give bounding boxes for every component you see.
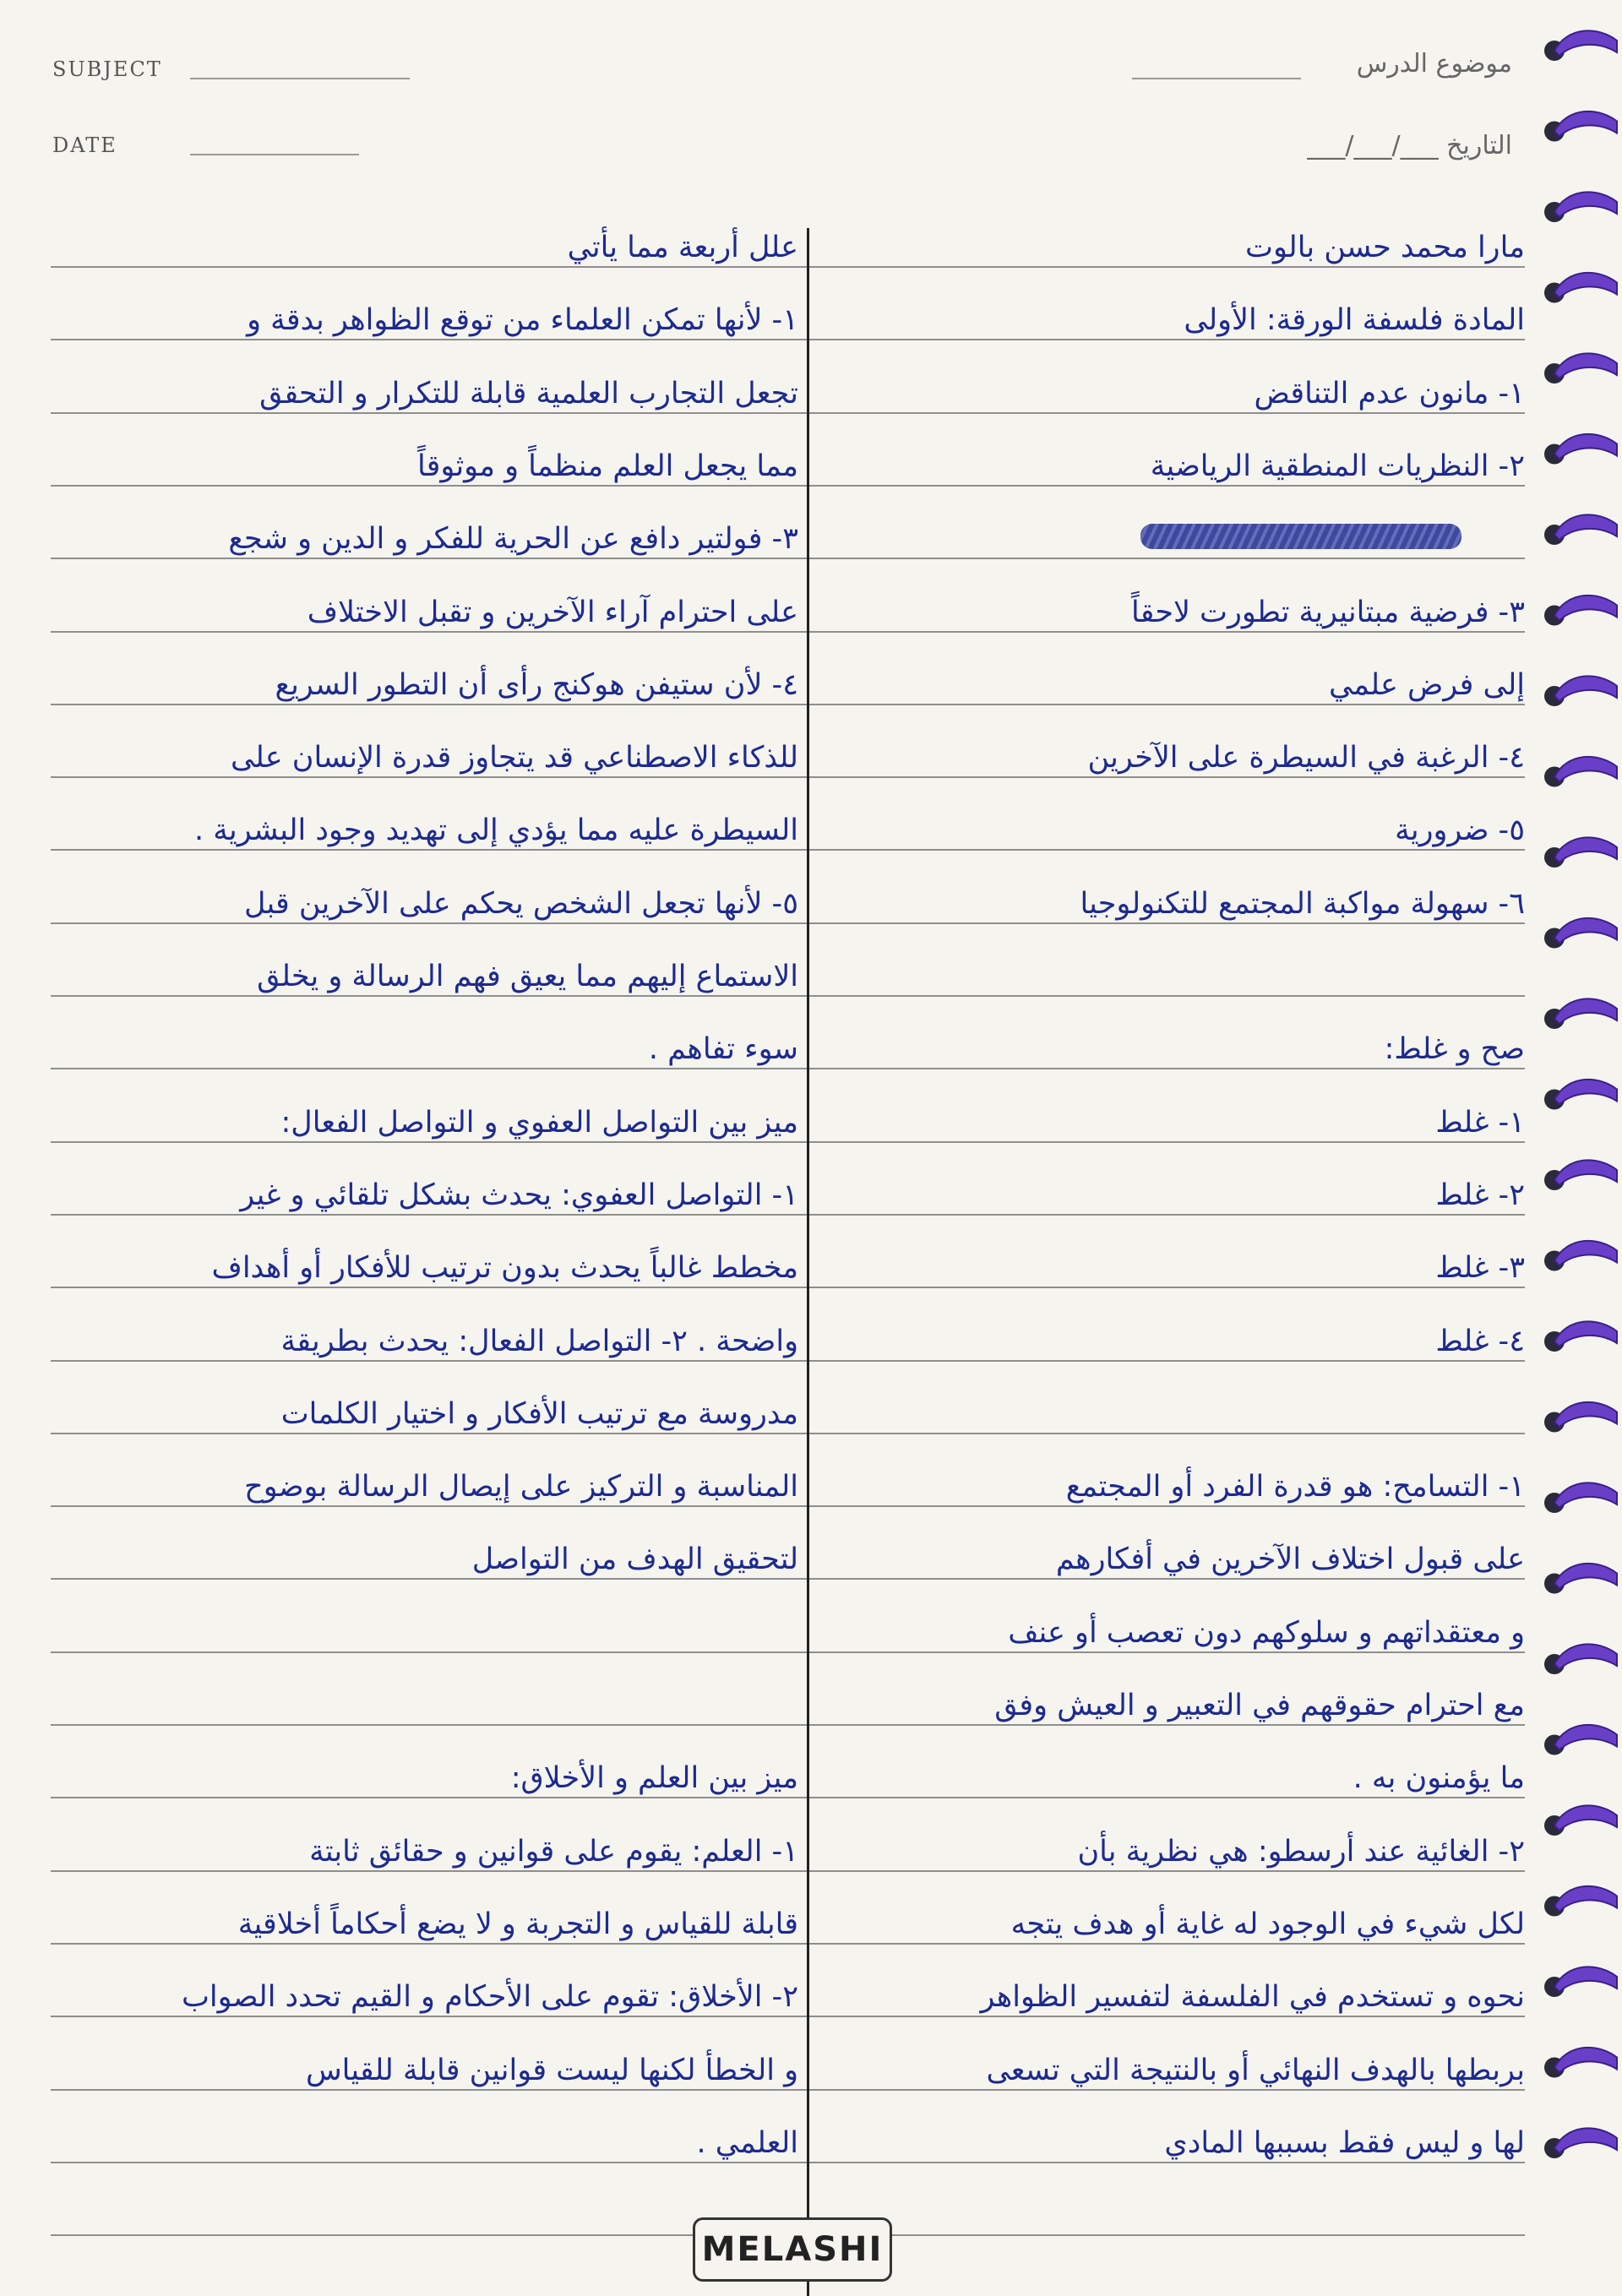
binding-ring (1544, 192, 1617, 222)
binding-ring (1544, 596, 1617, 626)
handwritten-line: صح و غلط: (1384, 1032, 1525, 1067)
handwritten-line: العلمي . (696, 2125, 798, 2160)
handwritten-line: و الخطأ لكنها ليست قوانين قابلة للقياس (305, 2053, 798, 2087)
handwritten-line: ١- التسامح: هو قدرة الفرد أو المجتمع (1065, 1470, 1525, 1504)
handwritten-line: مع احترام حقوقهم في التعبير و العيش وفق (994, 1689, 1525, 1722)
binding-ring (1544, 1483, 1617, 1513)
date-underline (190, 154, 359, 155)
handwritten-line: نحوه و تستخدم في الفلسفة لتفسير الظواهر (980, 1980, 1525, 2015)
handwritten-line: ٦- سهولة مواكبة المجتمع للتكنولوجيا (1080, 886, 1525, 921)
handwritten-line: ٢- الأخلاق: تقوم على الأحكام و القيم تحدد الصواب (181, 1980, 798, 2015)
topic-underline (1132, 78, 1301, 79)
handwritten-line: المادة فلسفة الورقة: الأولى (1184, 303, 1525, 338)
binding-ring (1544, 1967, 1617, 1997)
handwritten-line: السيطرة عليه مما يؤدي إلى تهديد وجود البشرية . (193, 813, 798, 848)
handwritten-line: على احترام آراء الآخرين و تقبل الاختلاف (307, 595, 798, 629)
handwritten-line: مدروسة مع ترتيب الأفكار و اختيار الكلمات (280, 1396, 798, 1431)
handwritten-line: ٢- النظريات المنطقية الرياضية (1150, 449, 1525, 483)
handwritten-line: لها و ليس فقط بسببها المادي (1164, 2125, 1525, 2160)
handwritten-line: و معتقداتهم و سلوكهم دون تعصب أو عنف (1008, 1615, 1525, 1650)
handwritten-line: إلى فرض علمي (1328, 667, 1525, 702)
handwritten-line: علل أربعة مما يأتي (567, 231, 798, 264)
handwritten-line: ١- العلم: يقوم على قوانين و حقائق ثابتة (309, 1834, 798, 1869)
handwritten-line: بربطها بالهدف النهائي أو بالنتيجة التي تسعى (986, 2053, 1525, 2087)
binding-ring (1544, 2048, 1617, 2078)
binding-ring (1544, 1402, 1617, 1433)
brand-logo: MELASHI (693, 2217, 892, 2282)
binding-ring (1544, 1080, 1617, 1110)
binding-ring (1544, 514, 1617, 545)
handwritten-line: قابلة للقياس و التجربة و لا يضع أحكاماً أخلاقية (237, 1907, 798, 1941)
handwritten-line: ٤- غلط (1435, 1324, 1525, 1358)
binding-ring (1544, 1805, 1617, 1836)
binding-ring (1544, 1644, 1617, 1674)
date-label-ar: التاريخ ___/___/___ (1307, 131, 1512, 161)
handwritten-line: ١- مانون عدم التناقض (1254, 376, 1525, 411)
handwritten-line: للذكاء الاصطناعي قد يتجاوز قدرة الإنسان على (230, 741, 798, 775)
handwritten-line: ٢- الغائية عند أرسطو: هي نظرية بأن (1077, 1834, 1525, 1869)
handwritten-line: ٤- لأن ستيفن هوكنج رأى أن التطور السريع (275, 667, 798, 702)
handwritten-line: ١- غلط (1435, 1105, 1525, 1140)
topic-label: موضوع الدرس (1356, 49, 1512, 79)
handwritten-line: مخطط غالباً يحدث بدون ترتيب للأفكار أو أهداف (211, 1251, 798, 1286)
handwritten-line: ٥- ضرورية (1395, 813, 1525, 848)
binding-ring (1544, 1160, 1617, 1190)
crossed-out-text (1140, 524, 1461, 549)
handwritten-line: واضحة . ٢- التواصل الفعال: يحدث بطريقة (280, 1324, 798, 1358)
handwritten-line: ٣- فرضية مبتانيرية تطورت لاحقاً (1130, 595, 1525, 629)
binding-ring (1544, 837, 1617, 868)
date-label: DATE (52, 133, 117, 157)
subject-label: SUBJECT (52, 57, 162, 81)
subject-underline (190, 78, 410, 79)
handwritten-line: تجعل التجارب العلمية قابلة للتكرار و التحقق (259, 376, 798, 411)
binding-ring (1544, 757, 1617, 787)
binding-ring (1544, 2128, 1617, 2158)
handwritten-line: ٢- غلط (1435, 1178, 1525, 1212)
handwritten-line: مارا محمد حسن بالوت (1245, 231, 1525, 264)
handwritten-line: على قبول اختلاف الآخرين في أفكارهم (1055, 1542, 1525, 1577)
handwritten-line: ميز بين العلم و الأخلاق: (510, 1761, 798, 1796)
handwritten-line: ٤- الرغبة في السيطرة على الآخرين (1087, 741, 1525, 775)
binding-ring (1544, 1241, 1617, 1271)
handwritten-line: ١- لأنها تمكن العلماء من توقع الظواهر بدقة و (247, 303, 798, 338)
handwritten-line: لكل شيء في الوجود له غاية أو هدف يتجه (1010, 1907, 1525, 1941)
binding-ring (1544, 30, 1617, 61)
binding-ring (1544, 353, 1617, 384)
handwritten-line: مما يجعل العلم منظماً و موثوقاً (416, 449, 798, 483)
binding-ring (1544, 1725, 1617, 1755)
handwritten-line: ٣- غلط (1435, 1251, 1525, 1286)
binding-ring (1544, 676, 1617, 706)
binding-ring (1544, 918, 1617, 949)
binding-ring (1544, 998, 1617, 1029)
handwritten-line: الاستماع إليهم مما يعيق فهم الرسالة و يخلق (257, 960, 798, 993)
binding-ring (1544, 112, 1617, 142)
binding-ring (1544, 434, 1617, 465)
binding-ring (1544, 273, 1617, 303)
handwritten-line: لتحقيق الهدف من التواصل (471, 1542, 798, 1577)
binding-ring (1544, 1886, 1617, 1917)
handwritten-line: ٣- فولتير دافع عن الحرية للفكر و الدين و شجع (228, 522, 798, 557)
column-divider (807, 228, 809, 2296)
handwritten-line: سوء تفاهم . (648, 1032, 798, 1067)
handwritten-line: المناسبة و التركيز على إيصال الرسالة بوضوح (244, 1470, 798, 1504)
binding-ring (1544, 1321, 1617, 1352)
handwritten-line: ميز بين التواصل العفوي و التواصل الفعال: (280, 1105, 798, 1140)
spiral-binding (1529, 0, 1622, 2296)
handwritten-line: ١- التواصل العفوي: يحدث بشكل تلقائي و غير (240, 1178, 798, 1212)
binding-ring (1544, 1564, 1617, 1594)
handwritten-line: ما يؤمنون به . (1353, 1761, 1525, 1796)
handwritten-line: ٥- لأنها تجعل الشخص يحكم على الآخرين قبل (243, 886, 798, 921)
